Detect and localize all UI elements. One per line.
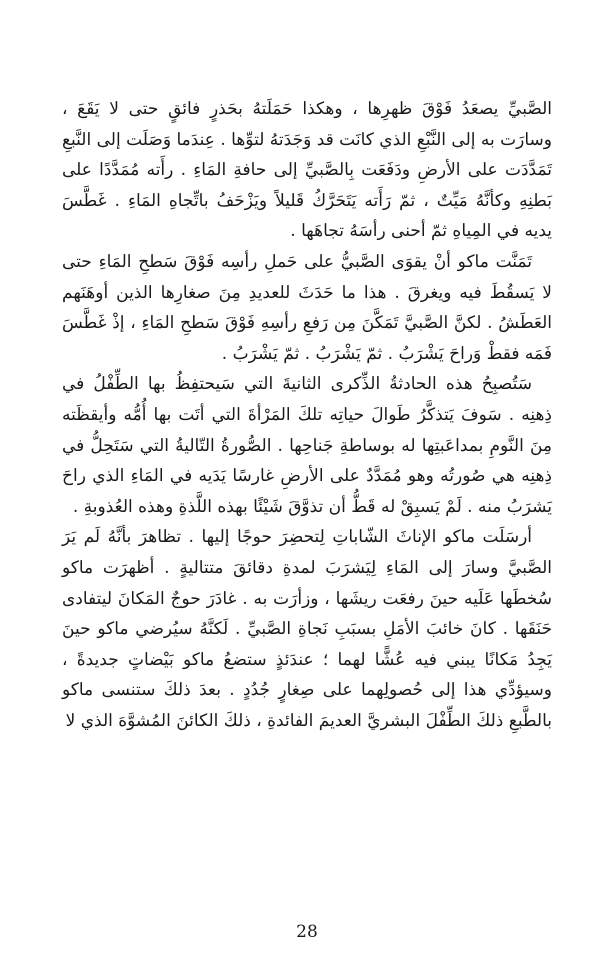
paragraph-1: الصَّبيِّ يصعَدُ فَوْقَ ظهرِها ، وهكذا حَمَلَتهُ بحَذرٍ فائقٍ حتى لا يَقَعَ ، وسارَت به إلى النَّبْعِ الذي كانَت قد وَجَدَتهُ لتوِّها . عِندَما وَصَلَت إلى النَّبعِ تَمَدَّدَت على الأرضِ ودَفَعَت بِالصَّبيِّ إلى حافةِ المَاءِ . رأَته مُمَدَّدًا على بَطنِهِ وكأنَّهُ مَيِّتٌ ، ثمّ رَأَته يَتَحَرَّكُ قَليلاً ويَزْحَفُ باتِّجاهِ المَاءِ . غَطَّسَ يديه في المِياهِ ثمّ أحنى رأسَهُ تجاهَها . <box>62 99 552 242</box>
page-number: 28 <box>296 922 318 942</box>
paragraph-2: تَمَنَّت ماكو أنْ يقوَى الصَّبيُّ على حَملِ رأسِه فَوْقَ سَطحِ المَاءِ حتى لا يَسقُطَ فيه ويغرقَ . هذا ما حَدَثَ للعديدِ مِنَ صغارِها الذين أوهَنَهم العَطَشُ . لكنَّ الصَّبيَّ تَمَكَّنَ مِن رَفعِ رأسِهِ فَوْقَ سَطحِ المَاءِ ، إذْ غَطَّسَ فَمَه فقطْ وَراحَ يَشْرَبُ . ثمّ يَشْرَبُ . ثمّ يَشْرَبُ . <box>62 251 552 364</box>
paragraph-3: سَتُصبِحُ هذه الحادثةُ الذِّكرى الثانيةَ التي سَيحتفِظُ بها الطِّفْلُ في ذِهنِه . سَوفَ يَتذكَّرُ طَوالَ حياتِه تلكَ المَرْأةَ التي أتَت بها أُمُّه وأيقظَته مِنَ النَّومِ بمداعَبتِها له بوساطةِ جَناحِها . الصُّورةُ التّاليةُ التي سَتَحِلُّ في ذِهنِه هي صُورتُه وهو مُمَدَّدٌ على الأرضِ غارسًا يَدَيه في المَاءِ الذي راحَ يَشرَبُ منه . لَمْ يَسبِقْ له قَطُّ أن تذوَّقَ شَيْئًا بهذه اللَّذةِ وهذه العُذوبةِ . <box>62 374 552 517</box>
body-text <box>62 94 552 736</box>
paragraph-4: أرسَلَت ماكو الإناثَ الشّاباتِ لِتحضِرَ حوجًا إليها . تظاهرَ بأنَّهُ لَم يَرَ الصَّبيَّ وسارَ إلى المَاءِ لِيَشرَبَ لمدةِ دقائقَ متتاليةٍ . أظهرَت ماكو سُخطَها عَلَيه حينَ رفعَت ريشَها ، وزأرَت به . غادَرَ حوجٌ المَكانَ ليتفادى حَنَقَها . كانَ خائبَ الأمَلِ بسبَبِ نَجاةِ الصَّبيِّ . لَكنَّهُ سيُرضي ماكو حينَ يَجِدُ مَكانًا يبني فيه عُشًّا لهما ؛ عندَئذٍ ستضعُ ماكو بَيْضاتٍ جديدةً ، وسيؤدِّي هذا إلى حُصولِهما على صِغارٍ جُدُدٍ . بعدَ ذلكَ ستنسى ماكو بالطَّبعِ ذلكَ الطِّفْلَ البشريَّ العديمَ الفائدةِ ، ذلكَ الكائنَ المُشوَّهَ الذي لا <box>62 527 552 731</box>
